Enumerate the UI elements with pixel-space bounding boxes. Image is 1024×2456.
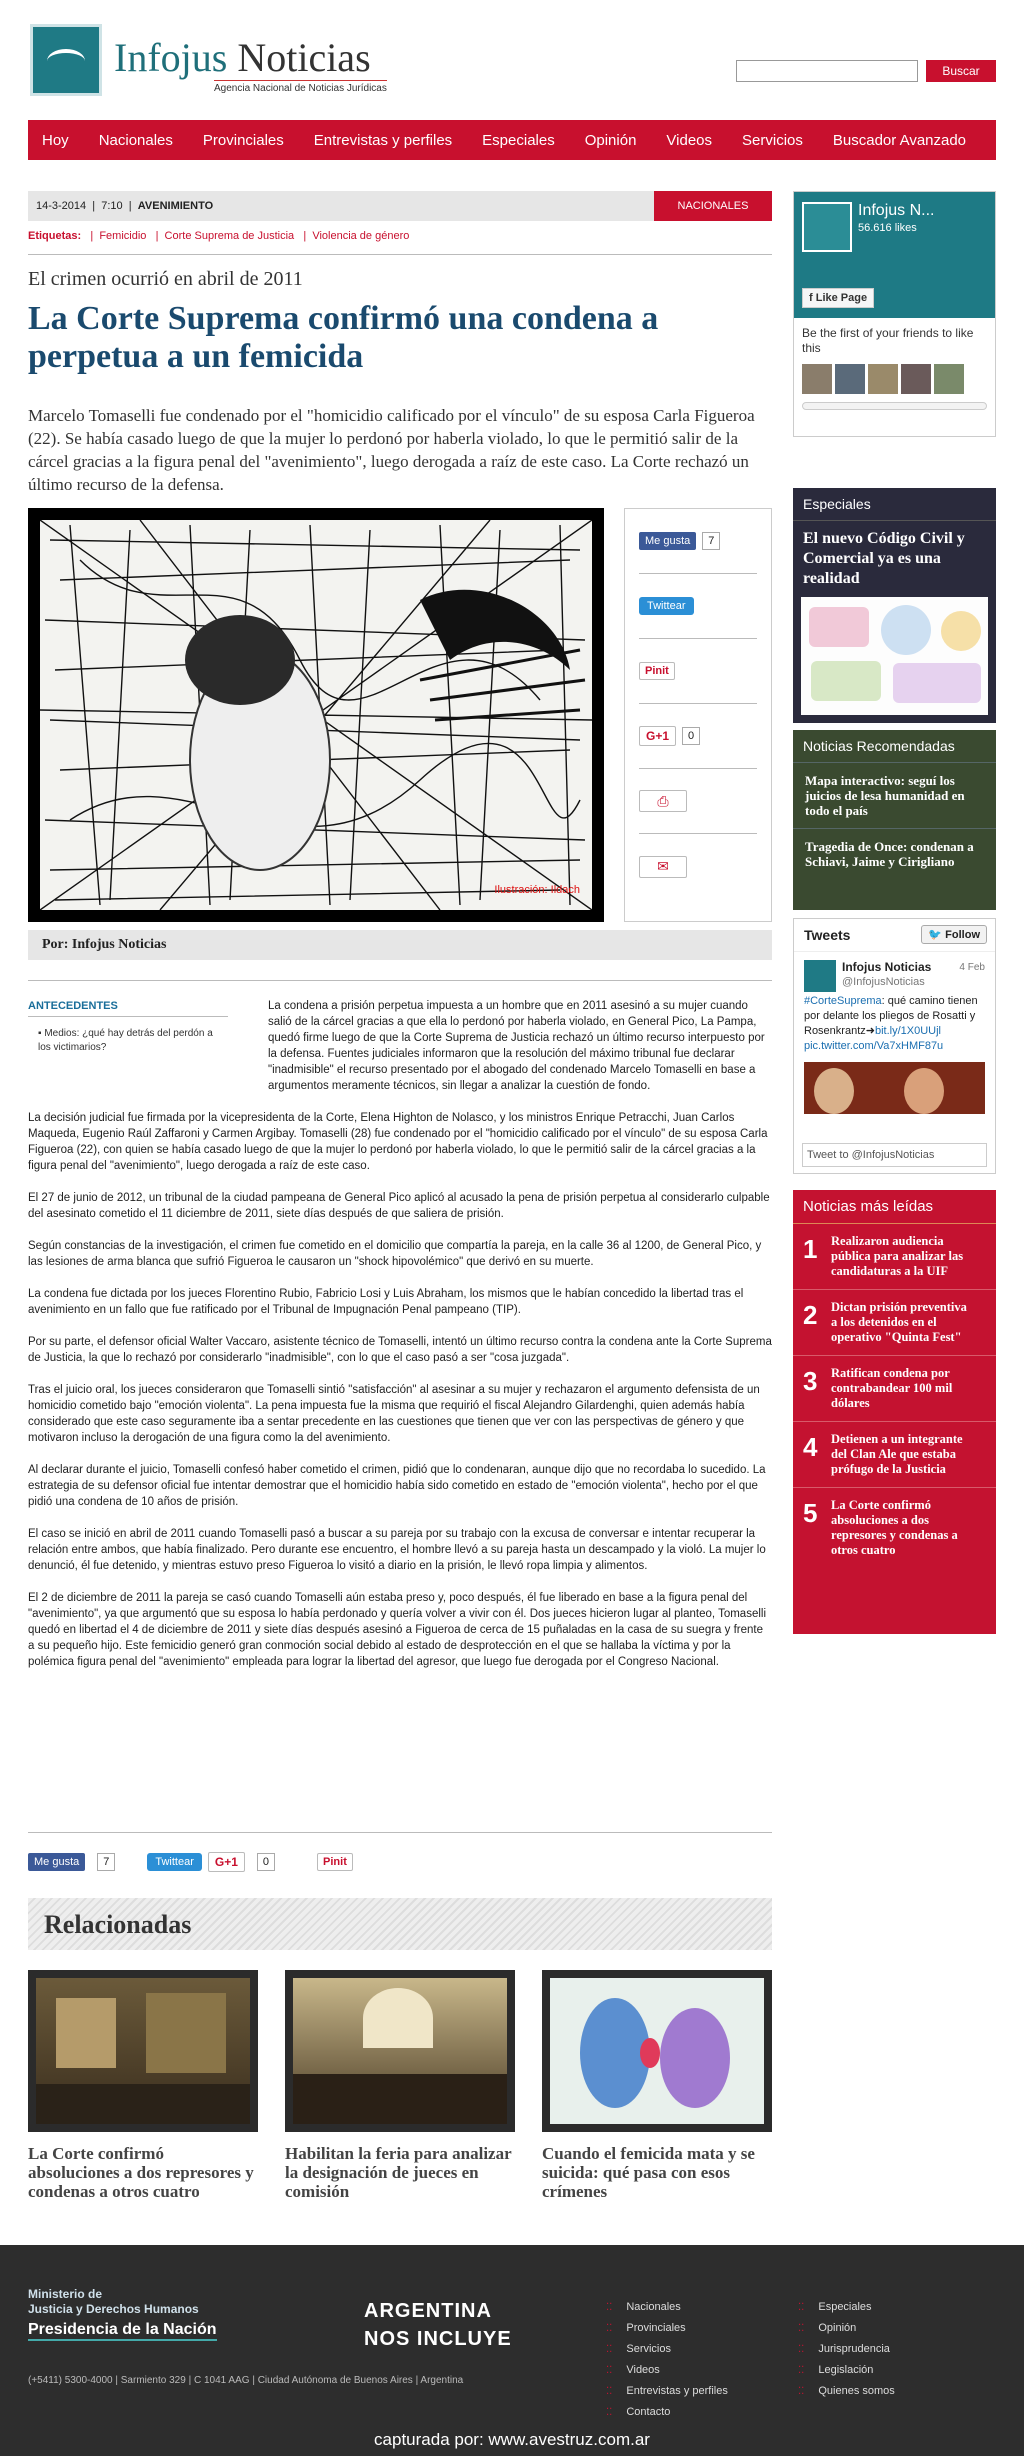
- especiales-box: [793, 488, 996, 723]
- tweets-title: Tweets: [804, 927, 851, 943]
- gplus-button[interactable]: G+1: [208, 1852, 245, 1872]
- recomendada-item[interactable]: Mapa interactivo: seguí los juicios de lesa humanidad en todo el país: [793, 762, 996, 828]
- related-image[interactable]: [285, 1970, 515, 2132]
- footer-address: (+5411) 5300-4000 | Sarmiento 329 | C 1041 AAG | Ciudad Autónoma de Buenos Aires | Argentina: [28, 2375, 464, 2386]
- mas-leida-number: 5: [803, 1498, 818, 1528]
- mas-leida-item[interactable]: [793, 1422, 996, 1488]
- article-time: 7:10: [101, 200, 123, 212]
- mas-leida-text[interactable]: Detienen a un integrante del Clan Ale que estaba prófugo de la Justicia: [831, 1432, 963, 1476]
- label-violencia-genero[interactable]: Violencia de género: [312, 230, 410, 242]
- article-title: La Corte Suprema confirmó una condena a perpetua a un femicida: [28, 300, 659, 375]
- gplus-count: 0: [257, 1853, 275, 1871]
- pinterest-pin-button[interactable]: Pinit: [317, 1853, 353, 1871]
- facebook-page-name[interactable]: Infojus N...: [858, 202, 935, 219]
- related-title[interactable]: Cuando el femicida mata y se suicida: qué pasa con esos crímenes: [542, 2144, 755, 2201]
- article-body: [28, 998, 772, 1686]
- tweet-item: [794, 952, 995, 1122]
- follow-label: Follow: [945, 929, 980, 941]
- printer-icon[interactable]: ⎙: [639, 790, 687, 812]
- facebook-like-page-button[interactable]: f Like Page: [802, 288, 874, 308]
- divider: [28, 254, 772, 255]
- avatar[interactable]: [835, 364, 865, 394]
- mas-leida-text[interactable]: Realizaron audiencia pública para analizar las candidaturas a la UIF: [831, 1234, 964, 1278]
- footer-link[interactable]: ⁚⁚ Servicios: [606, 2339, 728, 2360]
- site-footer: [0, 2245, 1024, 2456]
- body-paragraph: La decisión judicial fue firmada por la vicepresidenta de la Corte, Elena Highton de Nolasco, y los ministros Enrique Petracchi, Juan Carlos Maqueda, Eugenio Raúl Zaffaroni y Carmen Argibay. Tomaselli (28) fue condenado por el "homicidio calificado por el vínculo" de su esposa Carla Figueroa (22), con quien se había casado luego de que la mujer lo perdonó por haberla violado, lo que le permitió salir de la cárcel gracias a la figura penal del "avenimiento", luego derogada a raíz de este caso.: [28, 1112, 768, 1172]
- body-paragraph: El 27 de junio de 2012, un tribunal de la ciudad pampeana de General Pico aplicó al acusado la pena de prisión perpetua al considerarlo culpable del asesinato cometido el 11 diciembre de 2011, siete días después de que saliera de prisión.: [28, 1192, 770, 1220]
- tweet-handle[interactable]: @InfojusNoticias: [842, 976, 925, 988]
- share-facebook: [639, 509, 757, 574]
- footer-link[interactable]: ⁚⁚ Videos: [606, 2360, 728, 2381]
- mas-leida-item[interactable]: [793, 1290, 996, 1356]
- court-room-image: [36, 1978, 250, 2124]
- twitter-widget: [793, 918, 996, 1174]
- tweet-link[interactable]: bit.ly/1X0UUjl: [874, 1025, 941, 1037]
- label-corte-suprema[interactable]: Corte Suprema de Justicia: [164, 230, 295, 242]
- scribble-illustration: [40, 520, 592, 910]
- body-paragraph: Según constancias de la investigación, el crimen fue cometido en el domicilio que compartía la pareja, en la calle 36 al 1200, de General Pico, y las lesiones de arma blanca que sufrió Figueroa le causaron un "shock hipovolémico" que derivó en su muerte.: [28, 1240, 762, 1268]
- divider: [28, 980, 772, 981]
- recomendadas-heading: Noticias Recomendadas: [803, 738, 955, 754]
- related-image[interactable]: [542, 1970, 772, 2132]
- related-title[interactable]: La Corte confirmó absoluciones a dos represores y condenas a otros cuatro: [28, 2144, 254, 2201]
- facebook-like-button[interactable]: Me gusta: [28, 1853, 85, 1871]
- logo-name-1: Infojus: [114, 35, 228, 80]
- footer-link[interactable]: ⁚⁚ Jurisprudencia: [798, 2339, 895, 2360]
- tweets-heading: [794, 919, 995, 952]
- nav-item-servicios[interactable]: Servicios: [742, 131, 803, 149]
- recomendadas-box: [793, 730, 996, 910]
- share-column: [624, 508, 772, 922]
- nav-item-entrevistas[interactable]: Entrevistas y perfiles: [313, 131, 453, 149]
- section-badge[interactable]: NACIONALES: [654, 191, 772, 221]
- tweet-photo[interactable]: [804, 1062, 985, 1114]
- facebook-friends-text: Be the first of your friends to like this: [802, 326, 974, 355]
- facebook-faces: [794, 364, 995, 394]
- antecedentes-link-text: Medios: ¿qué hay detrás del perdón a los victimarios?: [38, 1028, 213, 1053]
- divider: [28, 1832, 772, 1833]
- article-kicker: El crimen ocurrió en abril de 2011: [28, 268, 303, 290]
- footer-link[interactable]: ⁚⁚ Provinciales: [606, 2318, 728, 2339]
- mas-leida-item[interactable]: [793, 1224, 996, 1290]
- article-photo: [28, 508, 604, 922]
- search-input[interactable]: [736, 60, 918, 82]
- relacionadas-title: Relacionadas: [44, 1910, 192, 1939]
- nav-item-videos[interactable]: Videos: [666, 131, 713, 149]
- related-title[interactable]: Habilitan la feria para analizar la designación de jueces en comisión: [285, 2144, 512, 2201]
- body-paragraph: Al declarar durante el juicio, Tomaselli confesó haber cometido el crimen, pidió que lo condenaran, aunque dijo que no recordaba lo sucedido. La estrategia de su defensor oficial fue intentar demostrar que el homicidio había sido cometido en estado de "emoción violenta", hecho por el que pidió una condena de 10 años de prisión.: [28, 1464, 766, 1508]
- share-pinterest: [639, 639, 757, 704]
- mas-leidas-heading: Noticias más leídas: [793, 1190, 996, 1224]
- nav-item-hoy[interactable]: Hoy: [42, 131, 69, 149]
- twitter-follow-button[interactable]: [921, 925, 987, 944]
- logo-name-2: Noticias: [237, 35, 371, 80]
- facebook-like-count: 7: [97, 1853, 115, 1871]
- site-logo-text[interactable]: [114, 34, 371, 81]
- mas-leida-text[interactable]: La Corte confirmó absoluciones a dos represores y condenas a otros cuatro: [831, 1498, 958, 1557]
- gplus-button[interactable]: G+1: [639, 726, 676, 746]
- article-byline: Por: Infojus Noticias: [28, 930, 772, 960]
- article-date: 14-3-2014: [36, 200, 87, 212]
- mas-leida-text[interactable]: Dictan prisión preventiva a los detenidos en el operativo "Quinta Fest": [831, 1300, 967, 1344]
- related-card[interactable]: [542, 1970, 772, 2201]
- nav-item-nacionales[interactable]: Nacionales: [98, 131, 173, 149]
- avatar[interactable]: [802, 364, 832, 394]
- share-twitter: [639, 574, 757, 639]
- body-paragraph: La condena a prisión perpetua impuesta a un hombre que en 2011 asesinó a su mujer cuando salió de la cárcel gracias a que ella lo perdonó por haberla violado, en General Pico, La Pampa, quedó firme luego de que la Corte Suprema de Justicia rechazó un último recurso interpuesto por la defensa. Fuentes judiciales informaron que la resolución del máximo tribunal fue declarar "inadmisible" el recurso presentado por el abogado del condenado Marcelo Tomaselli en base a argumentos meramente técnicos, sin llegar a analizar la cuestión de fondo.: [268, 1000, 765, 1092]
- related-card[interactable]: [28, 1970, 258, 2201]
- label-femicidio[interactable]: Femicidio: [99, 230, 147, 242]
- nav-item-especiales[interactable]: Especiales: [482, 131, 555, 149]
- relacionadas-header: [28, 1898, 772, 1950]
- argentina-line-1: ARGENTINA: [364, 2300, 492, 2322]
- article-tag[interactable]: AVENIMIENTO: [137, 200, 214, 212]
- especiales-title[interactable]: El nuevo Código Civil y Comercial ya es una realidad: [793, 520, 996, 591]
- facebook-like-button[interactable]: Me gusta: [639, 532, 696, 550]
- avatar[interactable]: [934, 364, 964, 394]
- search-button[interactable]: Buscar: [926, 60, 996, 82]
- recomendada-item[interactable]: Tragedia de Once: condenan a Schiavi, Jaime y Cirigliano: [793, 828, 996, 879]
- femicide-illustration-image: [550, 1978, 764, 2124]
- share-gplus: [639, 704, 757, 769]
- pinterest-pin-button[interactable]: Pinit: [639, 662, 675, 680]
- mas-leida-number: 3: [803, 1366, 818, 1396]
- ministerio-logo[interactable]: [28, 2287, 199, 2317]
- body-paragraph: El caso se inició en abril de 2011 cuando Tomaselli pasó a buscar a su pareja por su trabajo con la excusa de conversar e intentar recuperar la relación entre ambos, que había finalizado. Pero durante ese encuentro, el hombre llevó a su pareja hasta un descampado y la violó. La mujer lo denunció, él fue detenido, y mientras estuvo preso Figueroa lo visitó a diario en la prisión, le llevó ropa limpia y alimentos.: [28, 1528, 766, 1572]
- body-paragraph: La condena fue dictada por los jueces Florentino Rubio, Fabricio Losi y Luis Abraham, los mismos que le habían concedido la libertad tras el avenimiento en un fallo que fue ratificado por el Tribunal de Impugnación Penal pampeano (TIP).: [28, 1288, 744, 1316]
- tweet-hashtag[interactable]: #CorteSuprema: [804, 995, 882, 1007]
- ministerio-line-1: Ministerio de: [28, 2287, 103, 2301]
- footer-link[interactable]: ⁚⁚ Entrevistas y perfiles: [606, 2381, 728, 2402]
- nav-item-opinion[interactable]: Opinión: [584, 131, 637, 149]
- ministerio-line-2: Justicia y Derechos Humanos: [28, 2302, 199, 2316]
- footer-link[interactable]: ⁚⁚ Especiales: [798, 2297, 895, 2318]
- article-labels: Etiquetas: | Femicidio | Corte Suprema de Justicia | Violencia de género: [28, 230, 410, 242]
- body-paragraph: El 2 de diciembre de 2011 la pareja se casó cuando Tomaselli aún estaba preso y, poco después, él fue liberado en base a la figura penal del "avenimiento", ya que argumentó que su esposa lo había perdonado y quería volver a vivir con él. Dos jueces hicieron lugar al planteo, Tomaselli quedó en libertad el 4 de diciembre de 2011 y siete días después asesinó a Figueroa de cerca de 15 puñaladas en la casa de su suegra y frente a su pequeño hijo. Este femicidio generó gran conmoción social debido al estado de desprotección en el que se hallaba la víctima y por la polémica figura penal del "avenimiento" empleada para lograr la libertad del agresor, que luego fue derogada por el Congreso Nacional.: [28, 1592, 766, 1668]
- facebook-cover[interactable]: [794, 192, 995, 318]
- twitter-avatar[interactable]: [804, 960, 836, 992]
- infojus-logo-icon: [802, 202, 852, 252]
- share-mail: [639, 834, 757, 899]
- related-card[interactable]: [285, 1970, 515, 2201]
- antecedentes-link[interactable]: ▪ Medios: ¿qué hay detrás del perdón a los victimarios?: [38, 1028, 213, 1053]
- twitter-tweet-button[interactable]: Twittear: [147, 1853, 202, 1871]
- mas-leida-number: 2: [803, 1300, 818, 1330]
- like-page-label: Like Page: [815, 292, 868, 304]
- argentina-line-2: NOS INCLUYE: [364, 2328, 512, 2350]
- mas-leidas-box: [793, 1190, 996, 1634]
- labels-title: Etiquetas:: [28, 230, 82, 242]
- twitter-bird-icon: 🐦: [928, 929, 943, 941]
- share-bottom-bar: [28, 1852, 353, 1872]
- nav-item-provinciales[interactable]: Provinciales: [202, 131, 284, 149]
- illustration-image: [40, 520, 592, 910]
- facebook-page-widget: [793, 191, 996, 437]
- logo-subtitle: Agencia Nacional de Noticias Jurídicas: [214, 80, 387, 94]
- photo-credit: Ilustración: Ildach: [494, 884, 580, 896]
- facebook-page-likes: 56.616 likes: [858, 222, 917, 234]
- article-lede: Marcelo Tomaselli fue condenado por el "homicidio calificado por el vínculo" de su esposa Carla Figueroa (22). Se había casado luego de que la mujer lo perdonó por haberla violado, lo que le permitió salir de la cárcel gracias a la figura penal del "avenimiento", luego derogada a raíz de este caso. La Corte rechazó un último recurso de la defensa.: [28, 406, 755, 494]
- footer-link[interactable]: ⁚⁚ Nacionales: [606, 2297, 728, 2318]
- mas-leida-item[interactable]: [793, 1356, 996, 1422]
- tweet-pic-link[interactable]: pic.twitter.com/Va7xHMF87u: [804, 1040, 944, 1052]
- body-paragraph: Por su parte, el defensor oficial Walter Vaccaro, asistente técnico de Tomaselli, intentó un último recurso contra la condena ante la Corte Suprema de Justicia, la que lo rechazó por considerarlo "inadmisible", con lo que el caso pasó a ser "cosa juzgada".: [28, 1336, 772, 1364]
- tweet-to-input[interactable]: Tweet to @InfojusNoticias: [802, 1143, 987, 1167]
- facebook-scrollbar[interactable]: [802, 402, 987, 410]
- facebook-like-count: 7: [702, 532, 720, 550]
- antecedentes-title: ANTECEDENTES: [28, 1000, 228, 1017]
- infojus-logo-icon[interactable]: [30, 24, 102, 96]
- body-paragraph: Tras el juicio oral, los jueces consideraron que Tomaselli sintió "satisfacción" al asesinar a su mujer y rechazaron el argumento defensista de un homicidio cometido bajo "emoción violenta". La pena impuesta fue la misma que requirió el fiscal Alejandro Gilardenghi, quien además había considerado que este caso seguramente iba a sentar precedente en las cuestiones que tienen que ver con las perspectivas de género y que motivaron incluso la derogación de una figura como la del avenimiento.: [28, 1384, 760, 1444]
- footer-link[interactable]: ⁚⁚ Legislación: [798, 2360, 895, 2381]
- footer-link[interactable]: ⁚⁚ Opinión: [798, 2318, 895, 2339]
- nav-item-buscador[interactable]: Buscador Avanzado: [832, 131, 967, 149]
- mas-leida-text[interactable]: Ratifican condena por contrabandear 100 mil dólares: [831, 1366, 953, 1410]
- avatar[interactable]: [868, 364, 898, 394]
- related-image[interactable]: [28, 1970, 258, 2132]
- twitter-tweet-button[interactable]: Twittear: [639, 597, 694, 615]
- article-datebar: 14-3-2014 | 7:10 | AVENIMIENTO: [28, 191, 772, 221]
- mas-leida-number: 4: [803, 1432, 818, 1462]
- footer-link[interactable]: ⁚⁚ Quienes somos: [798, 2381, 895, 2402]
- tweet-date[interactable]: 4 Feb: [959, 962, 985, 973]
- tweet-body: : qué camino tienen por delante los pliegos de Rosatti y Rosenkrantz➜: [804, 995, 978, 1037]
- especiales-image[interactable]: [801, 597, 988, 715]
- mas-leida-item[interactable]: [793, 1488, 996, 1568]
- footer-links-col-1: [606, 2297, 728, 2423]
- especiales-heading[interactable]: Especiales: [803, 496, 871, 512]
- tweet-user[interactable]: Infojus Noticias: [842, 960, 932, 974]
- presidencia-logo[interactable]: Presidencia de la Nación: [28, 2321, 217, 2341]
- gplus-count: 0: [682, 727, 700, 745]
- capture-watermark: capturada por: www.avestruz.com.ar: [374, 2430, 650, 2449]
- mas-leida-number: 1: [803, 1234, 818, 1264]
- tweet-text: [804, 994, 985, 1054]
- footer-links-col-2: [798, 2297, 895, 2402]
- main-nav: [28, 120, 996, 160]
- assembly-hall-image: [293, 1978, 507, 2124]
- avatar[interactable]: [901, 364, 931, 394]
- envelope-icon[interactable]: ✉: [639, 856, 687, 878]
- share-print: [639, 769, 757, 834]
- argentina-nos-incluye-logo: [364, 2297, 512, 2353]
- site-header: [28, 22, 998, 102]
- footer-link[interactable]: ⁚⁚ Contacto: [606, 2402, 728, 2423]
